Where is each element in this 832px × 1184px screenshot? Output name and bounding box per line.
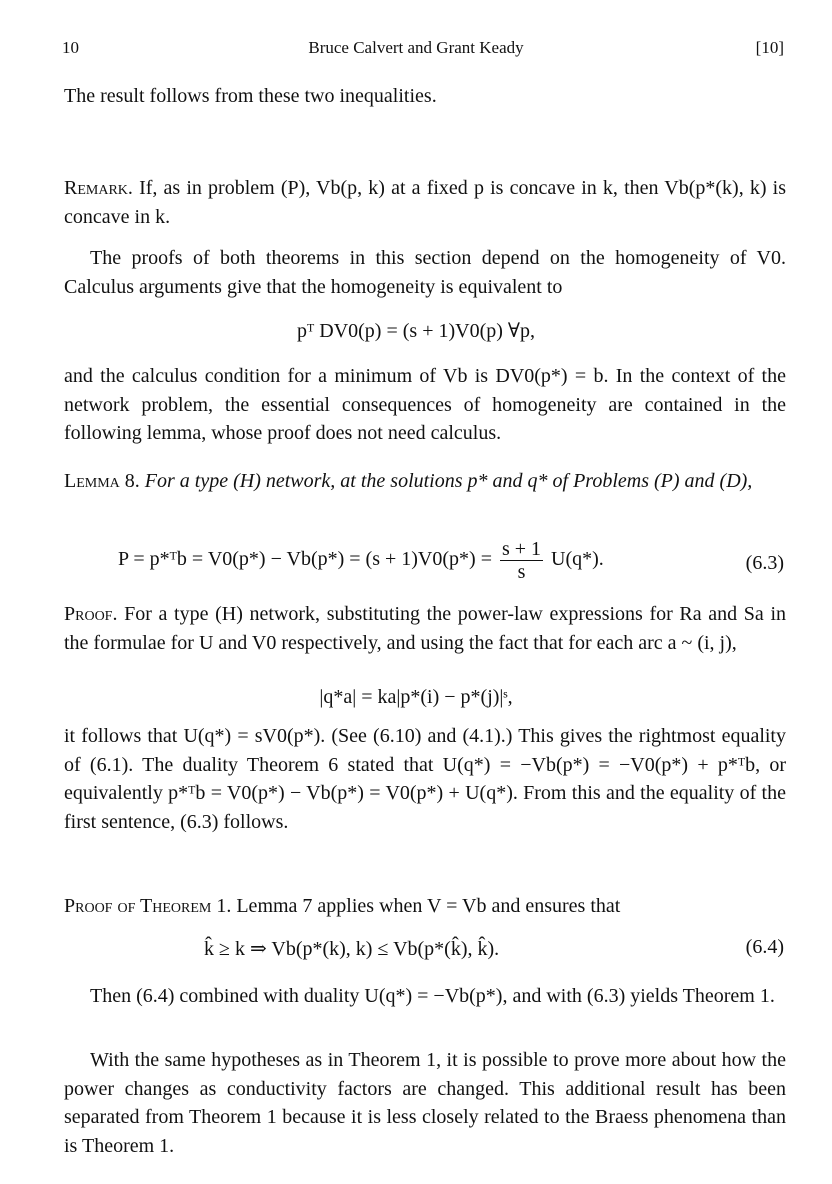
remark-text: If, as in problem (P), Vb(p, k) at a fixed p is concave in k, then Vb(p*(k), k) is concave in k. [64,177,787,228]
arc-flow-equation: |q*a| = ka|p*(i) − p*(j)|ˢ, [319,686,513,708]
homogeneity-equation: pᵀ DV0(p) = (s + 1)V0(p) ∀p, [297,320,535,342]
calculus-paragraph: and the calculus condition for a minimum of Vb is DV0(p*) = b. In the context of the network problem, the essential consequences of homogeneity are contained in the following lemma, whose proof does not need calculus. [64,365,786,444]
equation-number-6-3: (6.3) [745,552,784,574]
eq-6-3-lhs: P = p*ᵀb = V0(p*) − Vb(p*) = (s + 1)V0(p*) = [118,548,492,571]
page-number: 10 [62,38,79,57]
then-paragraph: Then (6.4) combined with duality U(q*) = −Vb(p*), and with (6.3) yields Theorem 1. [90,985,775,1007]
proof-thm1-text: Lemma 7 applies when V = Vb and ensures that [236,895,621,917]
homogeneity-paragraph: The proofs of both theorems in this section depend on the homogeneity of V0. Calculus arguments give that the homogeneity is equivalent to [64,247,786,298]
equation-6-3 [0,538,832,598]
eq-6-3-fraction [500,538,543,583]
intro-sentence: The result follows from these two inequalities. [64,85,437,107]
eq-6-4-body: k̂ ≥ k ⇒ Vb(p*(k), k) ≤ Vb(p*(k̂), k̂). [204,938,500,960]
running-header-authors: Bruce Calvert and Grant Keady [308,38,524,57]
proof-paragraph-2: it follows that U(q*) = sV0(p*). (See (6.10) and (4.1).) This gives the rightmost equality of (6.1). The duality Theorem 6 stated that U(q*) = −Vb(p*) = −V0(p*) + p*ᵀb, or equivalently p*ᵀb = V0(p*) − Vb(p*) = V0(p*) + U(q*). From this and the equality of the first sentence, (6.3) follows. [64,725,786,833]
header-bracket-number: [10] [755,38,784,57]
eq-6-3-numerator: s + 1 [501,538,542,560]
remark-paragraph [64,174,786,231]
proof-thm1-label: Proof of Theorem 1. [64,895,232,917]
equation-6-4 [0,936,832,966]
proof-label: Proof. [64,603,118,625]
proof-of-theorem-1 [64,892,786,921]
lemma-label: Lemma 8. [64,470,140,492]
lemma-text: For a type (H) network, at the solutions p* and q* of Problems (P) and (D), [144,470,753,492]
lemma-8 [64,467,786,496]
remark-label: Remark. [64,177,133,199]
eq-6-3-rhs: U(q*). [551,548,604,571]
proof-paragraph-1 [64,600,786,657]
proof-text-1: For a type (H) network, substituting the power-law expressions for Ra and Sa in the formulae for U and V0 respectively, and using the fact that for each arc a ~ (i, j), [64,603,786,654]
closing-paragraph: With the same hypotheses as in Theorem 1, it is possible to prove more about how the power changes as conductivity factors are changed. This additional result has been separated from Theorem 1 because it is less closely related to the Braess phenomena than is Theorem 1. [64,1049,786,1157]
eq-6-3-denominator: s [517,561,526,583]
equation-number-6-4: (6.4) [745,936,784,958]
